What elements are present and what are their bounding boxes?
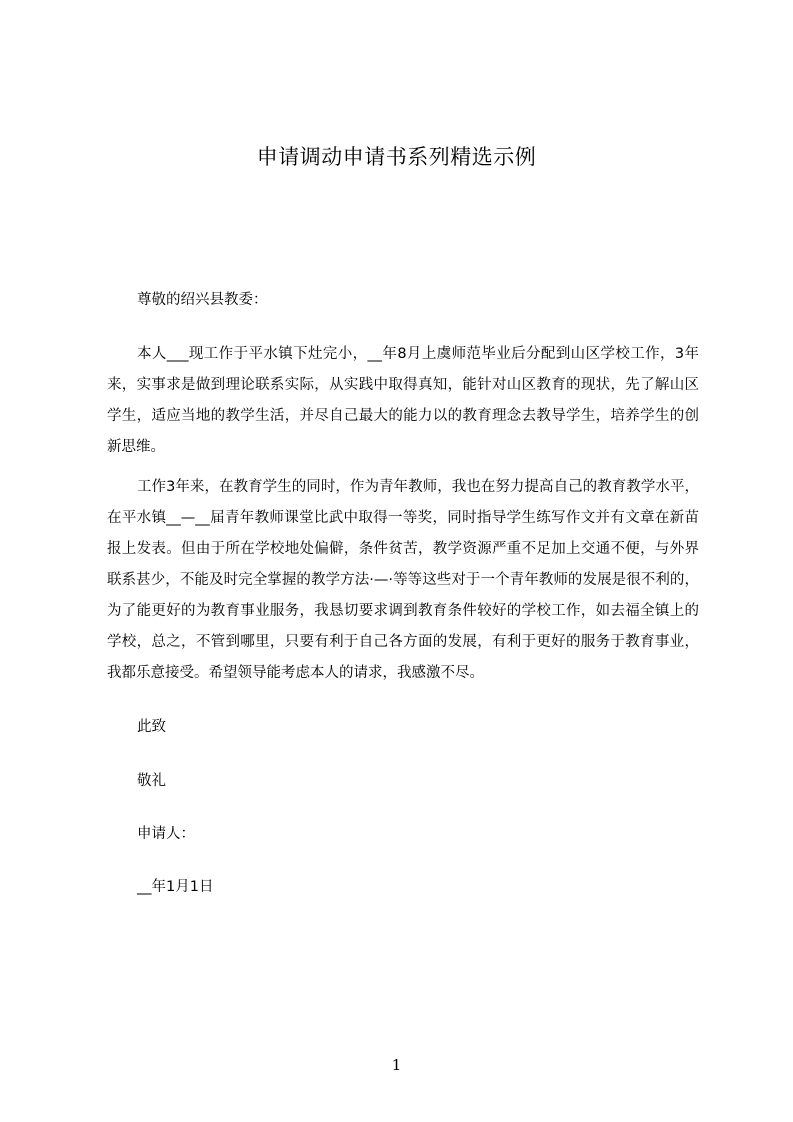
- salutation: 尊敬的绍兴县教委：: [137, 292, 268, 308]
- document-title: 申请调动申请书系列精选示例: [256, 145, 537, 169]
- closing-ci-zhi: 此致: [137, 719, 166, 735]
- closing-jing-li: 敬礼: [137, 773, 166, 789]
- date-line: __年1月1日: [137, 879, 214, 895]
- applicant-label: 申请人：: [137, 826, 195, 842]
- page-number: 1: [391, 1056, 402, 1074]
- paragraph-1: 本人___现工作于平水镇下灶完小，__年8月上虞师范毕业后分配到山区学校工作，3年来，实事求是做到理论联系实际，从实践中取得真知，能针对山区教育的现状，先了解山区学生，适应当地的教学生活，并尽自己最大的能力以的教育理念去教导学生，培养学生的创新思维。: [107, 346, 699, 455]
- paragraph-2: 工作3年来，在教育学生的同时，作为青年教师，我也在努力提高自己的教育教学水平，在平水镇__—__届青年教师课堂比武中取得一等奖，同时指导学生练写作文并有文章在新苗报上发表。但由于所在学校地处偏僻，条件贫苦，教学资源严重不足加上交通不便，与外界联系甚少，不能及时完全掌握的教学方法·—·等等这些对于一个青年教师的发展是很不利的，为了能更好的为教育事业服务，我恳切要求调到教育条件较好的学校工作，如去福全镇上的学校，总之，不管到哪里，只要有利于自己各方面的发展，有利于更好的服务于教育事业，我都乐意接受。希望领导能考虑本人的请求，我感激不尽。: [107, 479, 699, 681]
